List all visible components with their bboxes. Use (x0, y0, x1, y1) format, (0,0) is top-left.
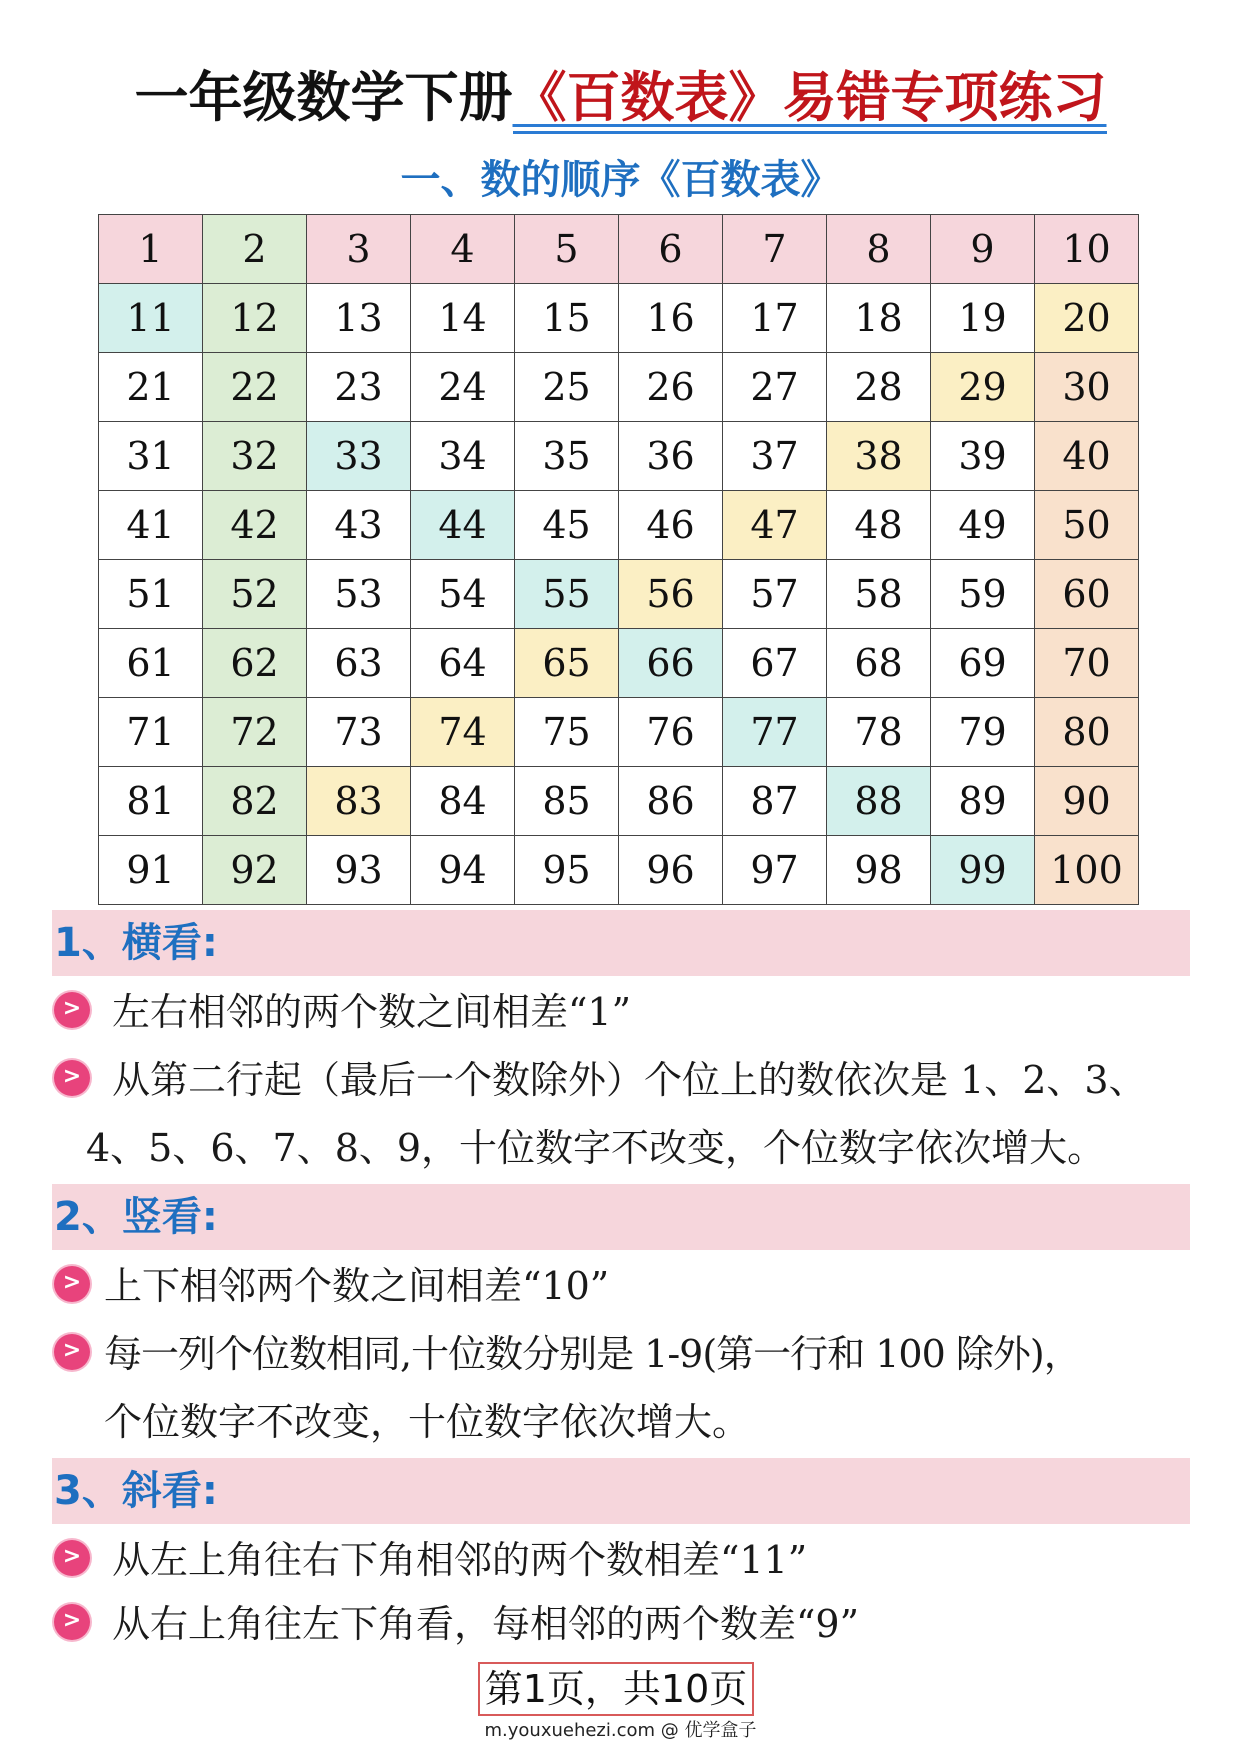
table-row (99, 284, 1139, 353)
table-cell: 57 (723, 560, 827, 629)
table-cell: 27 (723, 353, 827, 422)
table-cell: 56 (619, 560, 723, 629)
title-part-1: 一年级数学下册 (134, 66, 513, 129)
table-cell: 74 (411, 698, 515, 767)
bullet-text: 从右上角往左下角看，每相邻的两个数差“9” (112, 1602, 860, 1646)
table-cell: 42 (203, 491, 307, 560)
table-cell: 55 (515, 560, 619, 629)
table-cell: 72 (203, 698, 307, 767)
table-cell: 10 (1035, 215, 1139, 284)
table-cell: 2 (203, 215, 307, 284)
table-cell: 50 (1035, 491, 1139, 560)
title-part-2: 《百数表》易错专项练习 (513, 66, 1107, 134)
table-cell: 71 (99, 698, 203, 767)
table-cell: 91 (99, 836, 203, 905)
table-cell: 85 (515, 767, 619, 836)
table-cell: 46 (619, 491, 723, 560)
section-heading-diagonal: 3、斜看: (54, 1468, 218, 1514)
table-cell: 73 (307, 698, 411, 767)
table-cell: 52 (203, 560, 307, 629)
page-title (0, 62, 1241, 134)
table-cell: 48 (827, 491, 931, 560)
table-cell: 36 (619, 422, 723, 491)
table-row (99, 215, 1139, 284)
table-cell: 98 (827, 836, 931, 905)
table-cell: 35 (515, 422, 619, 491)
table-cell: 88 (827, 767, 931, 836)
table-row (99, 422, 1139, 491)
table-cell: 65 (515, 629, 619, 698)
table-cell: 94 (411, 836, 515, 905)
table-cell: 4 (411, 215, 515, 284)
table-cell: 14 (411, 284, 515, 353)
table-cell: 63 (307, 629, 411, 698)
table-cell: 58 (827, 560, 931, 629)
table-cell: 22 (203, 353, 307, 422)
table-cell: 19 (931, 284, 1035, 353)
table-cell: 6 (619, 215, 723, 284)
table-cell: 41 (99, 491, 203, 560)
chevron-right-circle-icon: > (54, 1604, 90, 1640)
table-cell: 49 (931, 491, 1035, 560)
bullet-text-continued: 个位数字不改变，十位数字依次增大。 (104, 1400, 751, 1444)
table-cell: 33 (307, 422, 411, 491)
table-cell: 13 (307, 284, 411, 353)
table-cell: 80 (1035, 698, 1139, 767)
table-cell: 77 (723, 698, 827, 767)
section-heading-vertical: 2、竖看: (54, 1194, 218, 1240)
bullet-text-continued: 4、5、6、7、8、9，十位数字不改变，个位数字依次增大。 (86, 1126, 1106, 1170)
table-cell: 39 (931, 422, 1035, 491)
chevron-right-circle-icon: > (54, 1266, 90, 1302)
table-cell: 7 (723, 215, 827, 284)
table-cell: 79 (931, 698, 1035, 767)
footer-url: m.youxuehezi.com @ 优学盒子 (484, 1720, 757, 1741)
table-cell: 44 (411, 491, 515, 560)
table-cell: 90 (1035, 767, 1139, 836)
table-cell: 68 (827, 629, 931, 698)
table-cell: 82 (203, 767, 307, 836)
table-cell: 17 (723, 284, 827, 353)
table-cell: 43 (307, 491, 411, 560)
table-row (99, 353, 1139, 422)
table-cell: 76 (619, 698, 723, 767)
table-cell: 96 (619, 836, 723, 905)
table-cell: 95 (515, 836, 619, 905)
table-cell: 21 (99, 353, 203, 422)
bullet-text: 上下相邻两个数之间相差“10” (104, 1264, 610, 1308)
bullet-text: 左右相邻的两个数之间相差“1” (112, 990, 632, 1034)
table-row (99, 629, 1139, 698)
table-cell: 45 (515, 491, 619, 560)
table-cell: 8 (827, 215, 931, 284)
table-cell: 30 (1035, 353, 1139, 422)
table-cell: 26 (619, 353, 723, 422)
chevron-right-circle-icon: > (54, 992, 90, 1028)
chevron-right-circle-icon: > (54, 1540, 90, 1576)
table-cell: 87 (723, 767, 827, 836)
table-cell: 28 (827, 353, 931, 422)
table-cell: 34 (411, 422, 515, 491)
table-cell: 12 (203, 284, 307, 353)
table-cell: 9 (931, 215, 1035, 284)
table-cell: 93 (307, 836, 411, 905)
chevron-right-circle-icon: > (54, 1334, 90, 1370)
table-cell: 89 (931, 767, 1035, 836)
table-cell: 70 (1035, 629, 1139, 698)
table-cell: 53 (307, 560, 411, 629)
table-cell: 24 (411, 353, 515, 422)
hundred-table (98, 214, 1139, 905)
bullet-text: 每一列个位数相同,十位数分别是 1-9(第一行和 100 除外)， (104, 1332, 1081, 1376)
table-cell: 59 (931, 560, 1035, 629)
table-cell: 25 (515, 353, 619, 422)
table-cell: 54 (411, 560, 515, 629)
table-cell: 32 (203, 422, 307, 491)
table-cell: 37 (723, 422, 827, 491)
table-row (99, 698, 1139, 767)
chevron-right-circle-icon: > (54, 1060, 90, 1096)
table-row (99, 560, 1139, 629)
page-number: 第1页，共10页 (478, 1662, 754, 1716)
section-band-vertical (52, 1184, 1190, 1250)
table-cell: 64 (411, 629, 515, 698)
table-cell: 78 (827, 698, 931, 767)
table-cell: 38 (827, 422, 931, 491)
table-row (99, 491, 1139, 560)
table-cell: 86 (619, 767, 723, 836)
table-row (99, 767, 1139, 836)
table-cell: 69 (931, 629, 1035, 698)
table-cell: 3 (307, 215, 411, 284)
table-cell: 92 (203, 836, 307, 905)
table-row (99, 836, 1139, 905)
table-cell: 16 (619, 284, 723, 353)
table-cell: 51 (99, 560, 203, 629)
hundred-table-body (99, 215, 1139, 905)
table-cell: 40 (1035, 422, 1139, 491)
table-cell: 60 (1035, 560, 1139, 629)
table-cell: 100 (1035, 836, 1139, 905)
table-cell: 67 (723, 629, 827, 698)
table-cell: 23 (307, 353, 411, 422)
table-cell: 1 (99, 215, 203, 284)
table-cell: 75 (515, 698, 619, 767)
table-cell: 18 (827, 284, 931, 353)
table-cell: 15 (515, 284, 619, 353)
table-cell: 83 (307, 767, 411, 836)
table-cell: 20 (1035, 284, 1139, 353)
section-band-diagonal (52, 1458, 1190, 1524)
bullet-text: 从第二行起（最后一个数除外）个位上的数依次是 1、2、3、 (112, 1058, 1147, 1102)
table-cell: 5 (515, 215, 619, 284)
table-cell: 66 (619, 629, 723, 698)
table-cell: 47 (723, 491, 827, 560)
table-cell: 11 (99, 284, 203, 353)
table-cell: 61 (99, 629, 203, 698)
table-cell: 81 (99, 767, 203, 836)
table-cell: 29 (931, 353, 1035, 422)
table-cell: 31 (99, 422, 203, 491)
section-band-horizontal (52, 910, 1190, 976)
section-title: 一、数的顺序《百数表》 (400, 157, 841, 203)
table-cell: 84 (411, 767, 515, 836)
table-cell: 97 (723, 836, 827, 905)
table-cell: 99 (931, 836, 1035, 905)
section-heading-horizontal: 1、横看: (54, 920, 218, 966)
bullet-text: 从左上角往右下角相邻的两个数相差“11” (112, 1538, 808, 1582)
table-cell: 62 (203, 629, 307, 698)
